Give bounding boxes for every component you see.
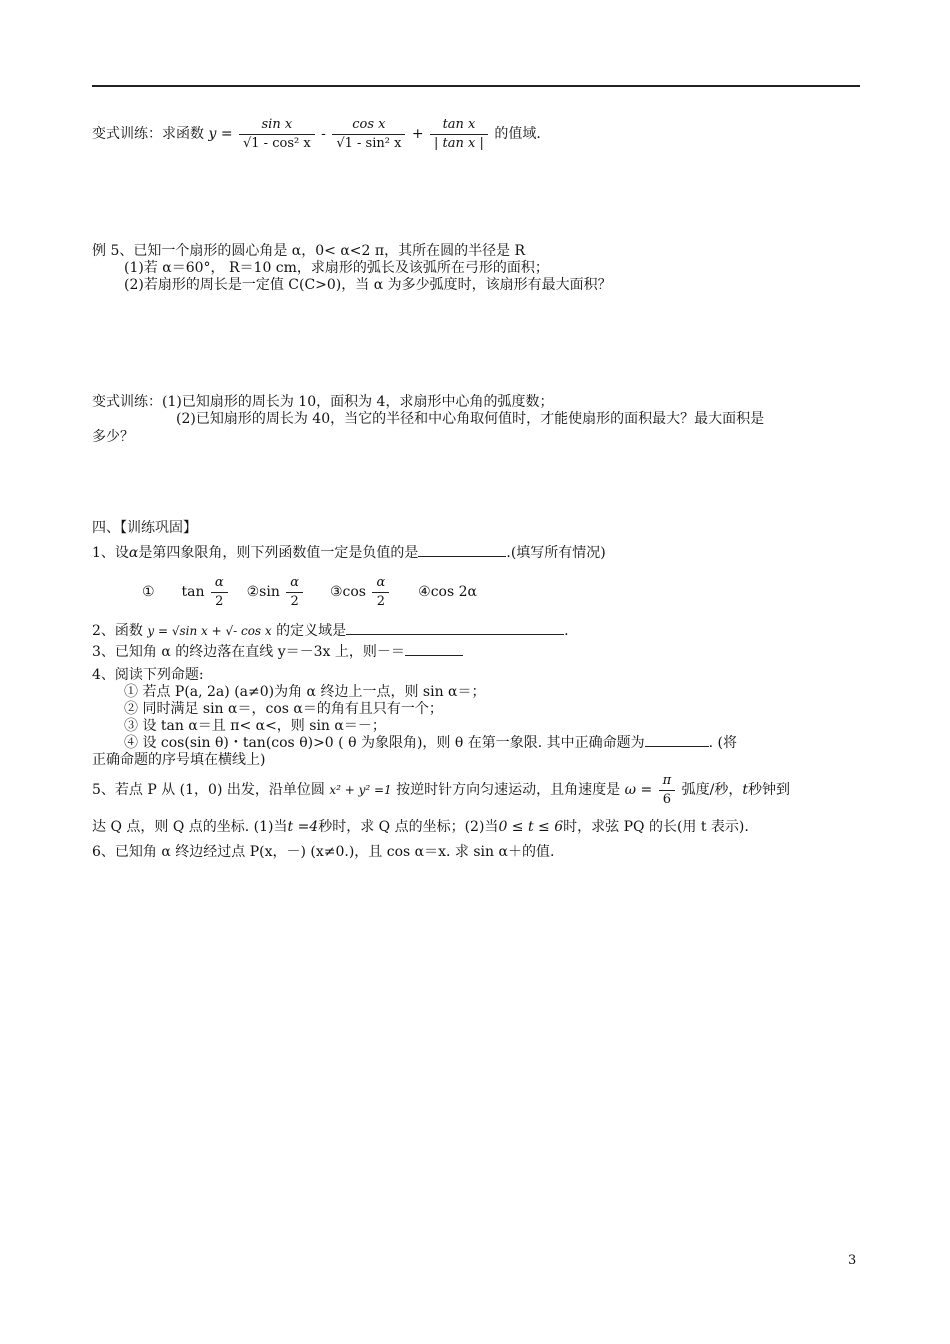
q1-opt1-fn: tan <box>181 584 205 600</box>
q4-item4-text: ④ 设 cos(sin θ)・tan(cos θ)>0 ( θ 为象限角)，则 θ 在第一象限. 其中正确命题为 <box>124 735 645 751</box>
q5-c: 弧度/秒， <box>681 782 743 798</box>
variant1-minus: - <box>321 126 326 142</box>
q1-blank <box>418 544 506 557</box>
q1-c: .(填写所有情况) <box>506 545 606 561</box>
q1-alpha: α <box>128 545 139 561</box>
q4-item4 <box>124 734 737 752</box>
q4-blank <box>645 734 709 747</box>
q5-frac-num: π <box>659 772 676 791</box>
q5-line2 <box>92 818 749 836</box>
q1-opt2-mark: ②sin <box>246 584 280 600</box>
q1-opt4: ④cos 2α <box>418 584 477 600</box>
variant1-frac1-num: sin x <box>239 116 315 135</box>
variant1-frac1-den: √1 - cos² x <box>243 135 311 151</box>
q1-options <box>142 572 477 612</box>
example5-line3: (2)若扇形的周长是一定值 C(C>0)，当 α 为多少弧度时，该扇形有最大面积？ <box>124 277 612 293</box>
q1-b: 是第四象限角，则下列函数值一定是负值的是 <box>138 545 419 561</box>
q3-blank <box>405 643 463 656</box>
q1-opt3-frac <box>372 574 389 611</box>
q1-opt2-frac-den: 2 <box>290 593 299 609</box>
q5-b: 按逆时针方向匀速运动，且角速度是 <box>396 782 621 798</box>
q1-line <box>92 544 606 562</box>
q4-title: 4、阅读下列命题: <box>92 667 204 683</box>
q2-blank <box>346 622 564 635</box>
q5-range: 0 ≤ t ≤ 6 <box>498 819 564 835</box>
q2-c: . <box>564 623 569 639</box>
variant1-frac2-num: cos x <box>332 116 405 135</box>
q1-opt2-frac-num: α <box>286 574 303 593</box>
q5-circle: x² + y² =1 <box>329 783 392 797</box>
q1-opt3-frac-den: 2 <box>376 593 385 609</box>
q1-a: 1、设 <box>92 545 129 561</box>
q1-opt2-frac <box>286 574 303 611</box>
q5-line2-a: 达 Q 点，则 Q 点的坐标. (1)当 <box>92 819 288 835</box>
q5-d: 秒钟到 <box>748 782 791 798</box>
variant1-line <box>92 112 541 156</box>
variant1-frac3-num: tan x <box>430 116 488 135</box>
q6-line: 6、已知角 α 终边经过点 P(x，－) (x≠0.)，且 cos α＝x. 求 sin α＋的值. <box>92 844 555 860</box>
q5-omega: ω = <box>624 782 653 798</box>
q1-opt1-frac-den: 2 <box>215 593 224 609</box>
variant1-prefix: 变式训练：求函数 <box>92 126 204 142</box>
q5-frac-den: 6 <box>662 791 672 807</box>
q2-b: 的定义域是 <box>276 623 347 639</box>
q4-item3: ③ 设 tan α＝且 π< α<，则 sin α＝－； <box>124 718 386 734</box>
page-number: 3 <box>848 1253 857 1268</box>
variant1-frac2-den: √1 - sin² x <box>336 135 402 151</box>
example5-line1: 例 5、已知一个扇形的圆心角是 α，0< α<2 π，其所在圆的半径是 R <box>92 243 526 259</box>
section4-title: 四、【训练巩固】 <box>92 520 197 536</box>
variant1-frac2 <box>332 116 405 153</box>
variant2-line1: 变式训练：(1)已知扇形的周长为 10，面积为 4，求扇形中心角的弧度数； <box>92 394 554 410</box>
q5-t: t <box>742 782 749 798</box>
variant1-y: y = <box>208 126 233 142</box>
q5-frac <box>659 772 676 809</box>
q3-text: 3、已知角 α 的终边落在直线 y＝－3x 上，则－＝ <box>92 644 405 660</box>
q4-item4-end: . (将 <box>708 735 738 751</box>
q4-item1: ① 若点 P(a, 2a) (a≠0)为角 α 终边上一点，则 sin α＝； <box>124 684 486 700</box>
q1-opt1-mark: ① <box>142 584 155 600</box>
q1-opt3-frac-num: α <box>372 574 389 593</box>
q5-a: 5、若点 P 从 (1，0) 出发，沿单位圆 <box>92 782 325 798</box>
example5-line2: (1)若 α＝60°， R＝10 cm，求扇形的弧长及该弧所在弓形的面积； <box>124 260 549 276</box>
q4-item5: 正确命题的序号填在横线上) <box>92 752 266 768</box>
variant2-line3: 多少？ <box>92 429 134 445</box>
variant2-line2: (2)已知扇形的周长为 40，当它的半径和中心角取何值时，才能使扇形的面积最大？最大面积是 <box>176 411 765 427</box>
q2-fn: y = √sin x + √- cos x <box>147 624 272 638</box>
variant1-frac3-den: | tan x | <box>434 135 484 151</box>
q5-t4: t =4 <box>287 819 319 835</box>
q4-item2: ② 同时满足 sin α＝，cos α＝的角有且只有一个； <box>124 701 443 717</box>
q2-a: 2、函数 <box>92 623 143 639</box>
q1-opt1-frac <box>211 574 228 611</box>
header-rule <box>92 85 860 87</box>
variant1-frac3 <box>430 116 488 153</box>
q5-line2-c: 时，求弦 PQ 的长(用 t 表示). <box>563 819 749 835</box>
variant1-plus: + <box>411 126 424 142</box>
q2-line <box>92 622 569 640</box>
variant1-frac1 <box>239 116 315 153</box>
q5-line1 <box>92 770 790 810</box>
q5-line2-b: 秒时，求 Q 点的坐标；(2)当 <box>318 819 499 835</box>
q3-line <box>92 643 463 661</box>
q1-opt3-mark: ③cos <box>329 584 366 600</box>
q1-opt1-frac-num: α <box>211 574 228 593</box>
variant1-suffix: 的值域. <box>494 126 541 142</box>
